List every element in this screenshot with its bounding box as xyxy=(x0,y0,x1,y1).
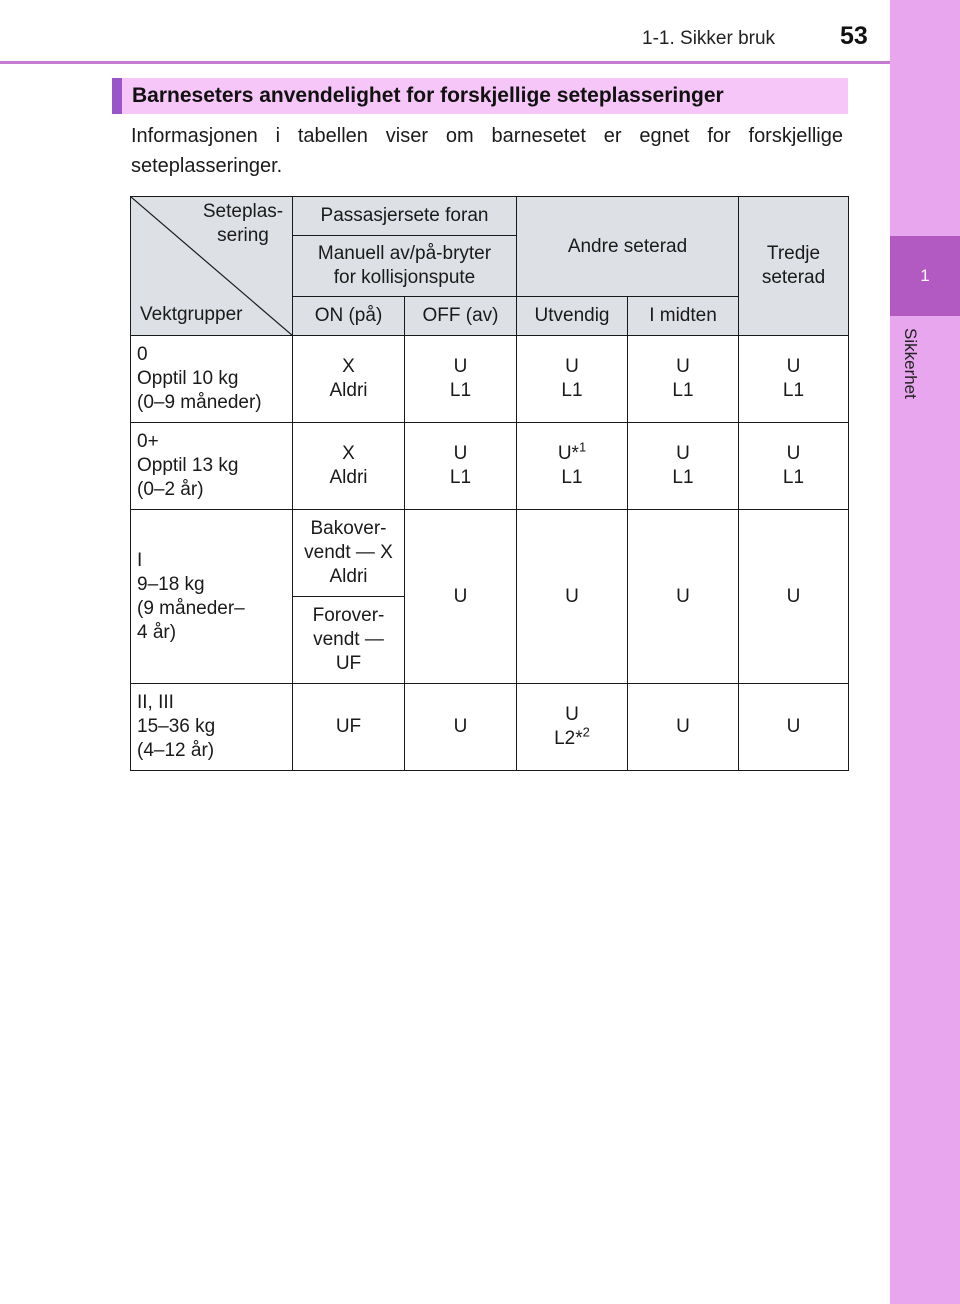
header-section-title: 1-1. Sikker bruk xyxy=(642,28,776,49)
cell-note: vendt — X xyxy=(304,542,393,563)
outer-cell xyxy=(517,336,628,423)
cell-note: L1 xyxy=(672,380,694,401)
chapter-tab[interactable] xyxy=(890,236,960,316)
cell-note: L1 xyxy=(672,467,694,488)
cell-code: U xyxy=(786,443,801,464)
cell-note: L1 xyxy=(561,467,583,488)
cell-note: L1 xyxy=(449,380,472,401)
on-rearward-cell xyxy=(293,510,405,597)
on-cell xyxy=(293,423,405,510)
cell-code: X xyxy=(342,443,355,464)
cell-note: L1 xyxy=(561,380,583,401)
child-seat-table xyxy=(130,196,849,771)
group-code: I xyxy=(137,549,143,571)
corner-seat-position-label: Seteplas-sering xyxy=(202,201,284,246)
cell-code: U xyxy=(565,356,579,377)
intro-paragraph: Informasjonen i tabellen viser om barnesetet er egnet for forskjellige seteplasseringer. xyxy=(131,125,843,177)
on-forward-cell xyxy=(293,597,405,684)
cell-note: Aldri xyxy=(329,467,368,488)
chapter-number: 1 xyxy=(920,266,930,285)
third-row-header xyxy=(739,197,849,336)
group-code: 0 xyxy=(137,344,148,365)
cell-code: U xyxy=(565,704,579,725)
cell-code: U xyxy=(453,443,468,464)
corner-header-cell xyxy=(131,197,293,336)
middle-cell xyxy=(628,423,739,510)
cell-note: UF xyxy=(335,653,362,674)
group-weight: Opptil 13 kg xyxy=(137,455,239,476)
off-cell xyxy=(405,336,517,423)
corner-weight-group-label: Vektgrupper xyxy=(140,304,243,325)
side-tab-strip xyxy=(890,0,960,1304)
cell-code xyxy=(521,439,623,466)
table-row xyxy=(131,510,849,597)
middle-cell: U xyxy=(628,510,739,684)
outer-cell xyxy=(517,684,628,771)
cell-note: vendt — xyxy=(313,629,384,650)
table-row xyxy=(131,684,849,771)
cell-note: Forover- xyxy=(312,605,385,626)
off-cell: U xyxy=(405,684,517,771)
cell-note: L1 xyxy=(782,467,805,488)
section-heading-text: Barneseters anvendelighet for forskjellige seteplasseringer xyxy=(132,84,724,107)
weight-group-cell xyxy=(131,510,293,684)
cell-code-text: U* xyxy=(557,443,579,464)
weight-group-cell xyxy=(131,336,293,423)
section-heading xyxy=(112,78,848,114)
cell-code: X xyxy=(342,356,355,377)
group-weight: 15–36 kg xyxy=(137,716,216,737)
table-row xyxy=(131,336,849,423)
second-row-header: Andre seterad xyxy=(517,197,739,297)
group-code: 0+ xyxy=(137,431,159,452)
cell-code: U xyxy=(676,443,690,464)
weight-group-cell xyxy=(131,684,293,771)
cell-note: Aldri xyxy=(329,380,368,401)
group-weight: 9–18 kg xyxy=(137,573,205,595)
outer-cell xyxy=(517,423,628,510)
outer-header: Utvendig xyxy=(517,297,628,336)
cell-note: Bakover- xyxy=(310,518,387,539)
on-cell: UF xyxy=(293,684,405,771)
cell-note xyxy=(521,724,623,751)
header-divider xyxy=(0,61,890,64)
footnote-marker: 1 xyxy=(578,439,587,455)
cell-note: L1 xyxy=(782,380,805,401)
table-row xyxy=(131,423,849,510)
cell-code: U xyxy=(786,356,801,377)
group-code: II, III xyxy=(137,692,174,713)
on-header: ON (på) xyxy=(293,297,405,336)
third-row-cell xyxy=(739,423,849,510)
third-row-cell: U xyxy=(739,684,849,771)
cell-code: U xyxy=(453,356,468,377)
off-cell xyxy=(405,423,517,510)
group-weight: Opptil 10 kg xyxy=(137,368,239,389)
passenger-front-header: Passasjersete foran xyxy=(293,197,517,236)
chapter-label: Sikkerhet xyxy=(901,328,920,399)
third-row-header-text: Tredje seterad xyxy=(761,243,826,288)
group-age: (0–9 måneder) xyxy=(137,392,262,413)
group-age: (9 måneder– xyxy=(137,597,245,619)
on-cell xyxy=(293,336,405,423)
outer-cell: U xyxy=(517,510,628,684)
table-header-row xyxy=(131,197,849,236)
group-age: (4–12 år) xyxy=(137,740,215,761)
middle-header: I midten xyxy=(628,297,739,336)
weight-group-cell xyxy=(131,423,293,510)
third-row-cell: U xyxy=(739,510,849,684)
third-row-cell xyxy=(739,336,849,423)
cell-note-text: L2* xyxy=(554,728,583,749)
middle-cell xyxy=(628,336,739,423)
footnote-marker: 2 xyxy=(582,724,590,740)
group-age: (0–2 år) xyxy=(137,479,204,500)
off-cell: U xyxy=(405,510,517,684)
group-age: 4 år) xyxy=(137,621,177,643)
cell-note: Aldri xyxy=(329,566,368,587)
off-header: OFF (av) xyxy=(405,297,517,336)
cell-note: L1 xyxy=(449,467,472,488)
middle-cell: U xyxy=(628,684,739,771)
page-number: 53 xyxy=(840,22,868,50)
airbag-switch-header: Manuell av/på-bryter for kollisjonspute xyxy=(293,236,517,297)
cell-code: U xyxy=(676,356,690,377)
